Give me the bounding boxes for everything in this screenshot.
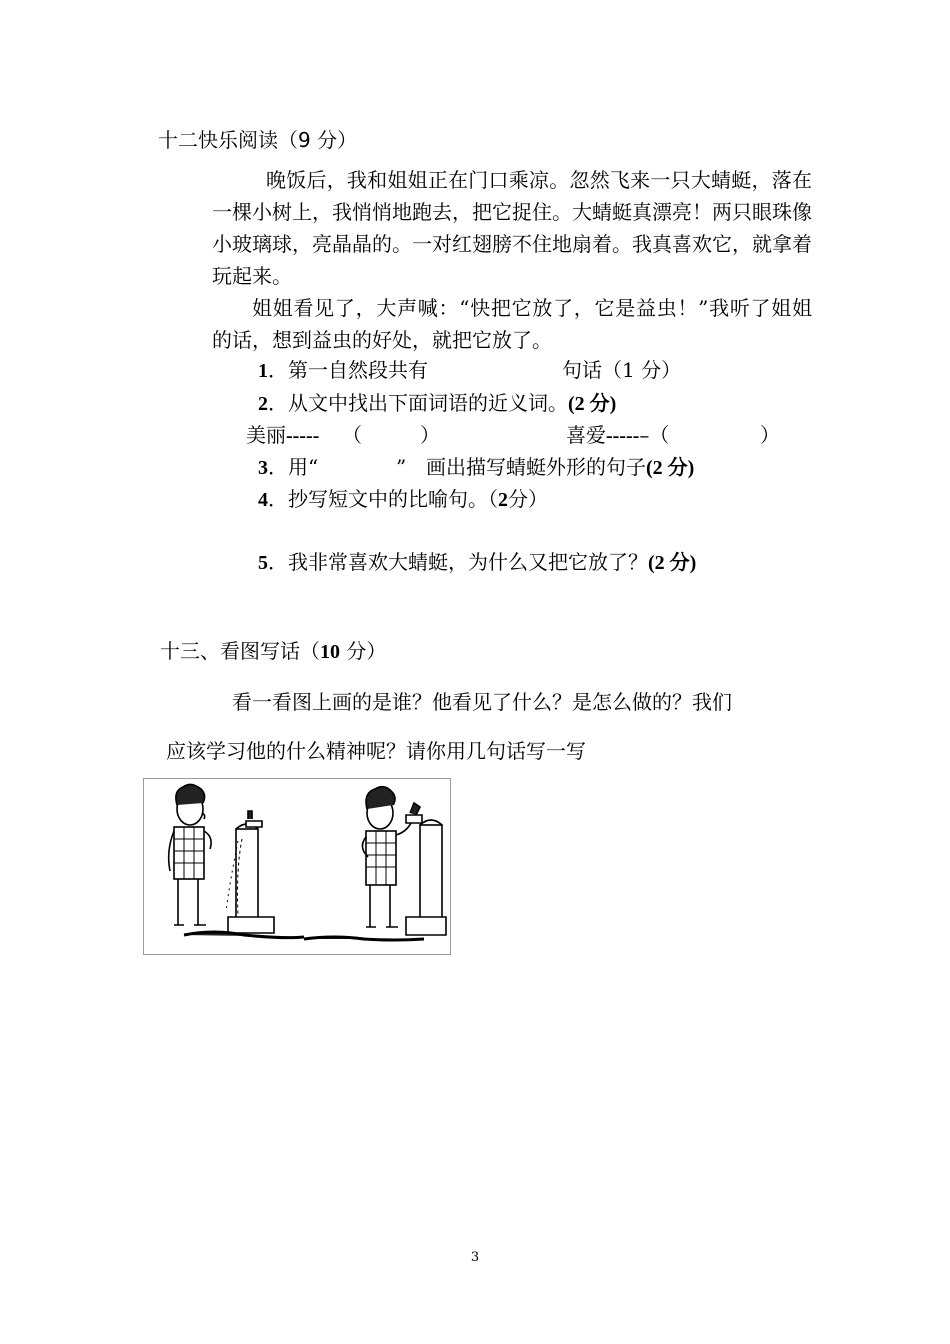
passage-paragraph-1: 晚饭后，我和姐姐正在门口乘凉。忽然飞来一只大蜻蜓，落在一棵小树上，我悄悄地跑去，把它捉住。大蜻蜓真漂亮！两只眼珠像小玻璃球，亮晶晶的。一对红翅膀不住地扇着。我真喜欢它，就拿着玩起来。 [212, 168, 812, 288]
synonym-word-1: 美丽 [246, 423, 286, 447]
illustration-boy-faucet [143, 778, 451, 955]
question-5-number: 5 [258, 552, 268, 574]
synonym-item-1 [246, 421, 319, 450]
section-13-title-b: 分） [340, 639, 387, 663]
question-2-points: (2 分) [568, 393, 617, 415]
synonym-dash-2-tail: –（ [639, 423, 670, 447]
question-2-text: ．从文中找出下面词语的近义词。 [268, 391, 568, 415]
question-5 [258, 548, 696, 577]
question-1 [258, 356, 428, 385]
section-13-title-a: 十三、看图写话（ [160, 639, 320, 663]
question-2-number: 2 [258, 393, 268, 415]
section-13-prompt-line-2: 应该学习他的什么精神呢？请你用几句话写一写 [166, 739, 586, 763]
reading-passage [212, 164, 812, 356]
question-4-number: 4 [258, 489, 268, 511]
question-3 [258, 453, 318, 482]
synonym-dash-1: ----- [286, 425, 320, 447]
question-1-number: 1 [258, 360, 268, 382]
question-3-number: 3 [258, 457, 268, 479]
question-1-tail: 句话（1 分） [562, 358, 682, 382]
question-4 [258, 485, 548, 514]
question-4-tail: 分） [508, 487, 548, 511]
synonym-dash-2: ----- [606, 425, 640, 447]
question-1-text: ．第一自然段共有 [268, 358, 428, 382]
question-3-rest [426, 453, 694, 482]
question-3-mid: 画出描写蜻蜓外形的句子 [426, 455, 646, 479]
section-13-points: 10 [320, 641, 340, 663]
question-5-points: (2 分) [648, 552, 697, 574]
question-3-text: ．用“ [268, 455, 319, 479]
question-3-points: (2 分) [646, 457, 695, 479]
question-3-quote-close: ” [396, 455, 407, 479]
question-4-text: ．抄写短文中的比喻句。（ [268, 487, 498, 511]
question-2 [258, 389, 616, 418]
section-13-title [160, 637, 386, 666]
question-5-text: ．我非常喜欢大蜻蜓，为什么又把它放了？ [268, 550, 648, 574]
synonym-word-2: 喜爱 [566, 423, 606, 447]
answer-paren-1-close: ） [420, 423, 440, 447]
section-13-prompt-line-1: 看一看图上画的是谁？他看见了什么？是怎么做的？我们 [232, 690, 732, 714]
answer-paren-2-close: ） [760, 423, 780, 447]
question-4-points: 2 [498, 489, 508, 511]
answer-paren-1-open: （ [342, 423, 362, 447]
illustration-drawing [144, 779, 450, 954]
synonym-item-2 [566, 421, 669, 450]
section-12-title: 十二快乐阅读（9 分） [158, 128, 358, 152]
passage-paragraph-2: 姐姐看见了，大声喊：“快把它放了，它是益虫！”我听了姐姐的话，想到益虫的好处，就把它放了。 [212, 296, 812, 352]
page-number: 3 [470, 1250, 480, 1265]
